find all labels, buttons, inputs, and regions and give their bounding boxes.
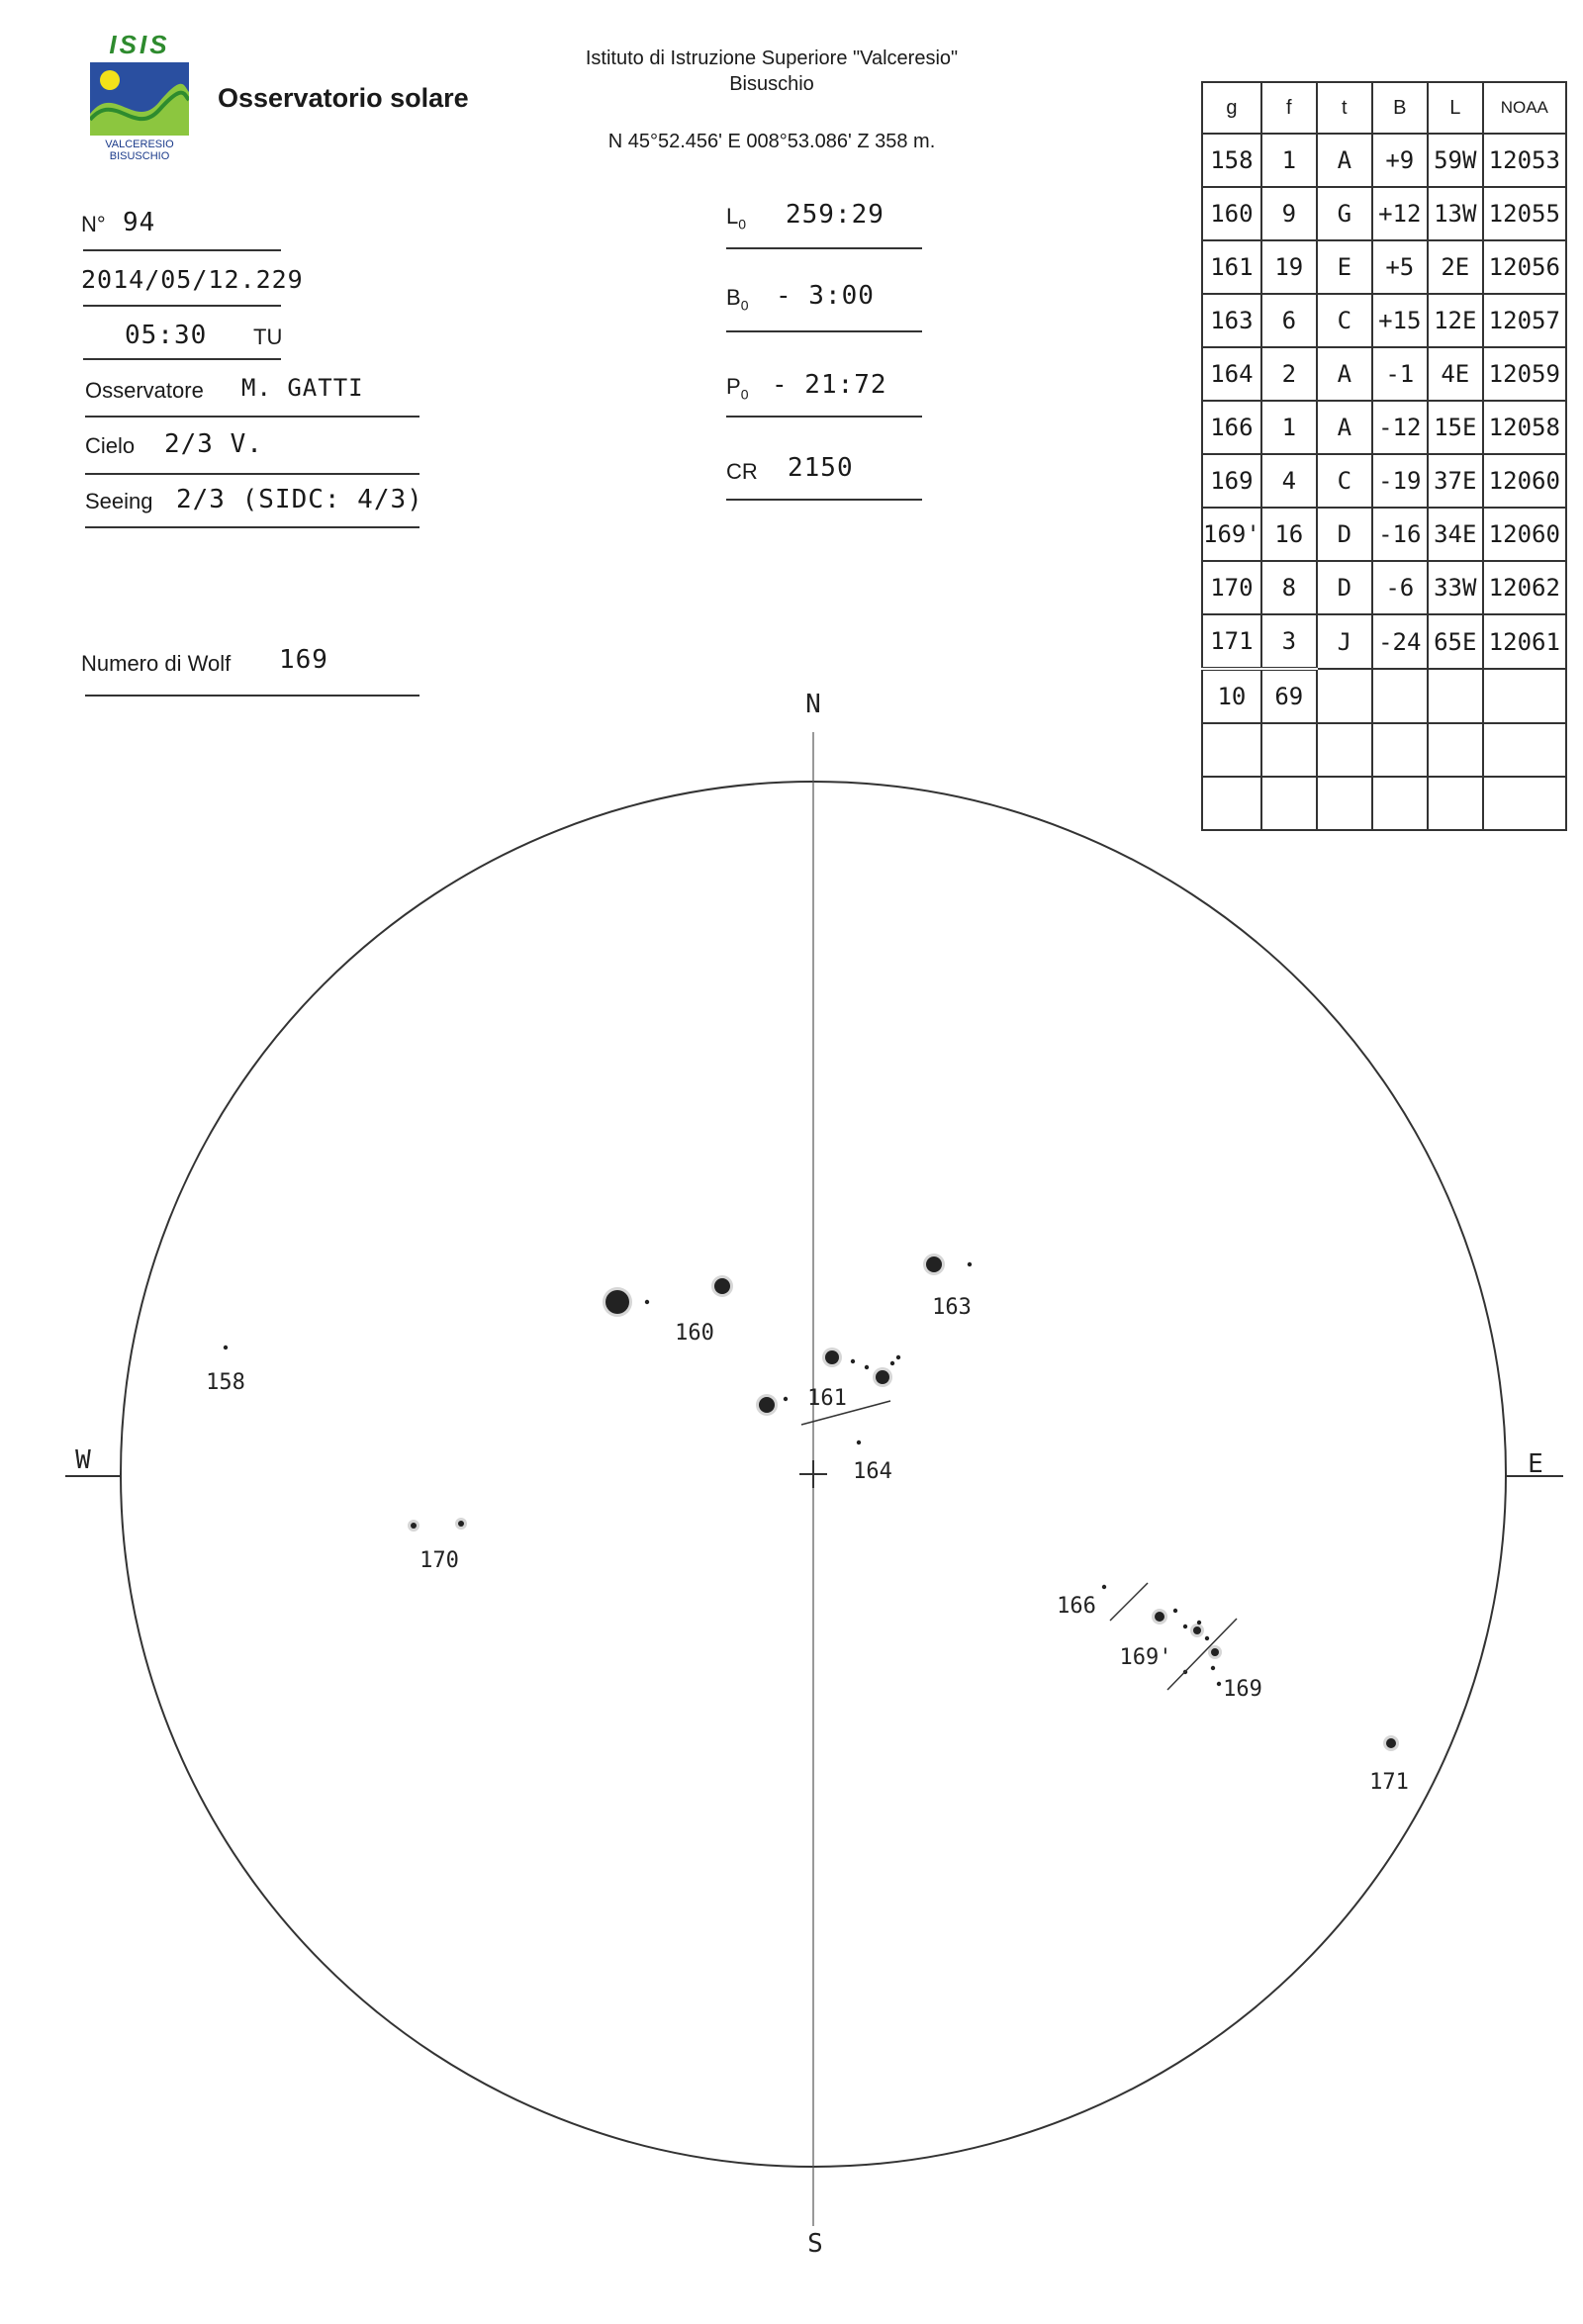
table-cell: -24 — [1372, 614, 1428, 669]
table-cell: 160 — [1202, 187, 1261, 240]
table-cell: 12056 — [1483, 240, 1566, 294]
table-cell: 166 — [1202, 401, 1261, 454]
table-cell: E — [1317, 240, 1372, 294]
sunspot — [759, 1397, 775, 1413]
sunspot — [605, 1290, 629, 1314]
table-cell: J — [1317, 614, 1372, 669]
number-label: N° — [81, 212, 106, 236]
sunspot-dot — [896, 1355, 900, 1359]
table-cell: -12 — [1372, 401, 1428, 454]
table-cell: A — [1317, 134, 1372, 187]
sunspot — [825, 1350, 839, 1364]
table-cell: 12060 — [1483, 454, 1566, 508]
table-cell: -19 — [1372, 454, 1428, 508]
number-value: 94 — [123, 208, 156, 237]
site-coordinates: N 45°52.456' E 008°53.086' Z 358 m. — [607, 131, 936, 152]
table-cell: 169' — [1202, 508, 1261, 561]
table-cell: +5 — [1372, 240, 1428, 294]
table-cell: -1 — [1372, 347, 1428, 401]
table-cell: 12060 — [1483, 508, 1566, 561]
south-label: S — [807, 2229, 823, 2259]
table-cell: +15 — [1372, 294, 1428, 347]
cr-value: 2150 — [788, 453, 854, 483]
table-cell: C — [1317, 294, 1372, 347]
observatory-title: Osservatorio solare — [218, 83, 469, 113]
sunspot — [458, 1521, 464, 1527]
seeing-value: 2/3 (SIDC: 4/3) — [176, 485, 423, 514]
sunspot — [1193, 1627, 1201, 1634]
time-value: 05:30 — [125, 321, 208, 350]
table-cell: 158 — [1202, 134, 1261, 187]
table-cell: 59W — [1428, 134, 1483, 187]
table-cell: 12061 — [1483, 614, 1566, 669]
table-cell: 2 — [1261, 347, 1317, 401]
table-cell: 12E — [1428, 294, 1483, 347]
sunspot — [1211, 1648, 1219, 1656]
table-cell: 16 — [1261, 508, 1317, 561]
wolf-value: 169 — [279, 645, 328, 675]
table-cell: 4E — [1428, 347, 1483, 401]
logo-text: ISIS — [109, 30, 170, 59]
table-cell: 1 — [1261, 134, 1317, 187]
sunspot-dot — [1197, 1621, 1201, 1625]
table-cell: A — [1317, 347, 1372, 401]
b0-value: - 3:00 — [776, 281, 875, 311]
table-cell: 19 — [1261, 240, 1317, 294]
group-label-g158: 158 — [206, 1370, 245, 1395]
table-cell: 9 — [1261, 187, 1317, 240]
cr-label: CR — [726, 459, 758, 484]
sunspot — [714, 1278, 730, 1294]
table-cell: 65E — [1428, 614, 1483, 669]
table-cell: 33W — [1428, 561, 1483, 614]
table-cell: 13W — [1428, 187, 1483, 240]
table-cell: 163 — [1202, 294, 1261, 347]
sunspot-dot — [1211, 1666, 1215, 1670]
table-cell: 34E — [1428, 508, 1483, 561]
group-label-g161: 161 — [807, 1386, 847, 1411]
sunspot-dot — [1205, 1636, 1209, 1640]
logo-caption: VALCERESIO BISUSCHIO — [105, 139, 174, 162]
sunspot-dot — [968, 1262, 972, 1266]
sunspot-dot — [890, 1361, 894, 1365]
institute-town: Bisuschio — [729, 73, 814, 95]
time-unit: TU — [253, 325, 283, 349]
table-cell: 4 — [1261, 454, 1317, 508]
p0-value: - 21:72 — [772, 370, 887, 400]
table-cell: 69 — [1261, 669, 1317, 723]
observer-label: Osservatore — [85, 378, 204, 403]
table-cell: 6 — [1261, 294, 1317, 347]
table-cell: 12053 — [1483, 134, 1566, 187]
sunspot-dot — [1217, 1682, 1221, 1686]
table-cell: 10 — [1202, 669, 1261, 723]
table-cell: 169 — [1202, 454, 1261, 508]
institute-name: Istituto di Istruzione Superiore "Valceresio" — [585, 47, 959, 69]
b0-label: $B_0$ — [726, 285, 749, 314]
table-cell: +12 — [1372, 187, 1428, 240]
sky-label: Cielo — [85, 433, 136, 458]
group-label-g169: 169 — [1223, 1677, 1262, 1702]
table-cell: 12057 — [1483, 294, 1566, 347]
table-cell: 12062 — [1483, 561, 1566, 614]
sunspot — [926, 1256, 942, 1272]
group-label-g171: 171 — [1369, 1770, 1409, 1795]
table-cell: C — [1317, 454, 1372, 508]
table-cell: 161 — [1202, 240, 1261, 294]
date-value: 2014/05/12.229 — [81, 265, 304, 294]
table-cell: 164 — [1202, 347, 1261, 401]
north-label: N — [805, 690, 821, 719]
sunspot-dot — [851, 1359, 855, 1363]
table-cell: 15E — [1428, 401, 1483, 454]
p0-label: $P_0$ — [726, 374, 749, 403]
table-cell: 12055 — [1483, 187, 1566, 240]
col-f: f — [1261, 82, 1317, 134]
col-g: g — [1202, 82, 1261, 134]
table-cell: -16 — [1372, 508, 1428, 561]
table-cell: D — [1317, 508, 1372, 561]
col-noaa: NOAA — [1483, 82, 1566, 134]
l0-label: $L_0$ — [726, 204, 747, 232]
table-cell: 12059 — [1483, 347, 1566, 401]
table-cell: 37E — [1428, 454, 1483, 508]
group-label-g160: 160 — [675, 1321, 714, 1346]
group-separator — [1110, 1583, 1148, 1621]
table-cell: 171 — [1202, 614, 1261, 669]
group-label-g166: 166 — [1057, 1594, 1096, 1619]
sunspot-dot — [784, 1397, 788, 1401]
table-cell: 170 — [1202, 561, 1261, 614]
col-l: L — [1428, 82, 1483, 134]
table-cell: 1 — [1261, 401, 1317, 454]
west-label: W — [75, 1445, 91, 1475]
table-cell: 2E — [1428, 240, 1483, 294]
wolf-label: Numero di Wolf — [81, 651, 232, 676]
seeing-label: Seeing — [85, 489, 153, 513]
table-cell: 12058 — [1483, 401, 1566, 454]
sunspot-dot — [1173, 1609, 1177, 1613]
east-label: E — [1528, 1449, 1543, 1479]
sunspot-dot — [1102, 1585, 1106, 1589]
group-label-g163: 163 — [932, 1295, 972, 1320]
sky-value: 2/3 V. — [164, 429, 263, 459]
sunspot-dot — [857, 1441, 861, 1444]
table-cell: +9 — [1372, 134, 1428, 187]
col-b: B — [1372, 82, 1428, 134]
table-cell: A — [1317, 401, 1372, 454]
group-label-g170: 170 — [419, 1548, 459, 1573]
table-cell: 3 — [1261, 614, 1317, 669]
observer-value: M. GATTI — [241, 374, 364, 402]
sunspot-dot — [224, 1346, 228, 1349]
table-cell: D — [1317, 561, 1372, 614]
sunspot-dot — [645, 1300, 649, 1304]
group-label-g169p: 169' — [1119, 1645, 1172, 1670]
table-cell: 8 — [1261, 561, 1317, 614]
sunspot — [1155, 1612, 1164, 1622]
l0-value: 259:29 — [786, 200, 885, 230]
sunspot — [1386, 1738, 1396, 1748]
table-cell: -6 — [1372, 561, 1428, 614]
group-label-g164: 164 — [853, 1459, 892, 1484]
sunspot-dot — [865, 1365, 869, 1369]
sunspot — [876, 1370, 889, 1384]
col-t: t — [1317, 82, 1372, 134]
sunspot — [411, 1523, 417, 1529]
sunspot-dot — [1183, 1625, 1187, 1628]
table-cell: G — [1317, 187, 1372, 240]
